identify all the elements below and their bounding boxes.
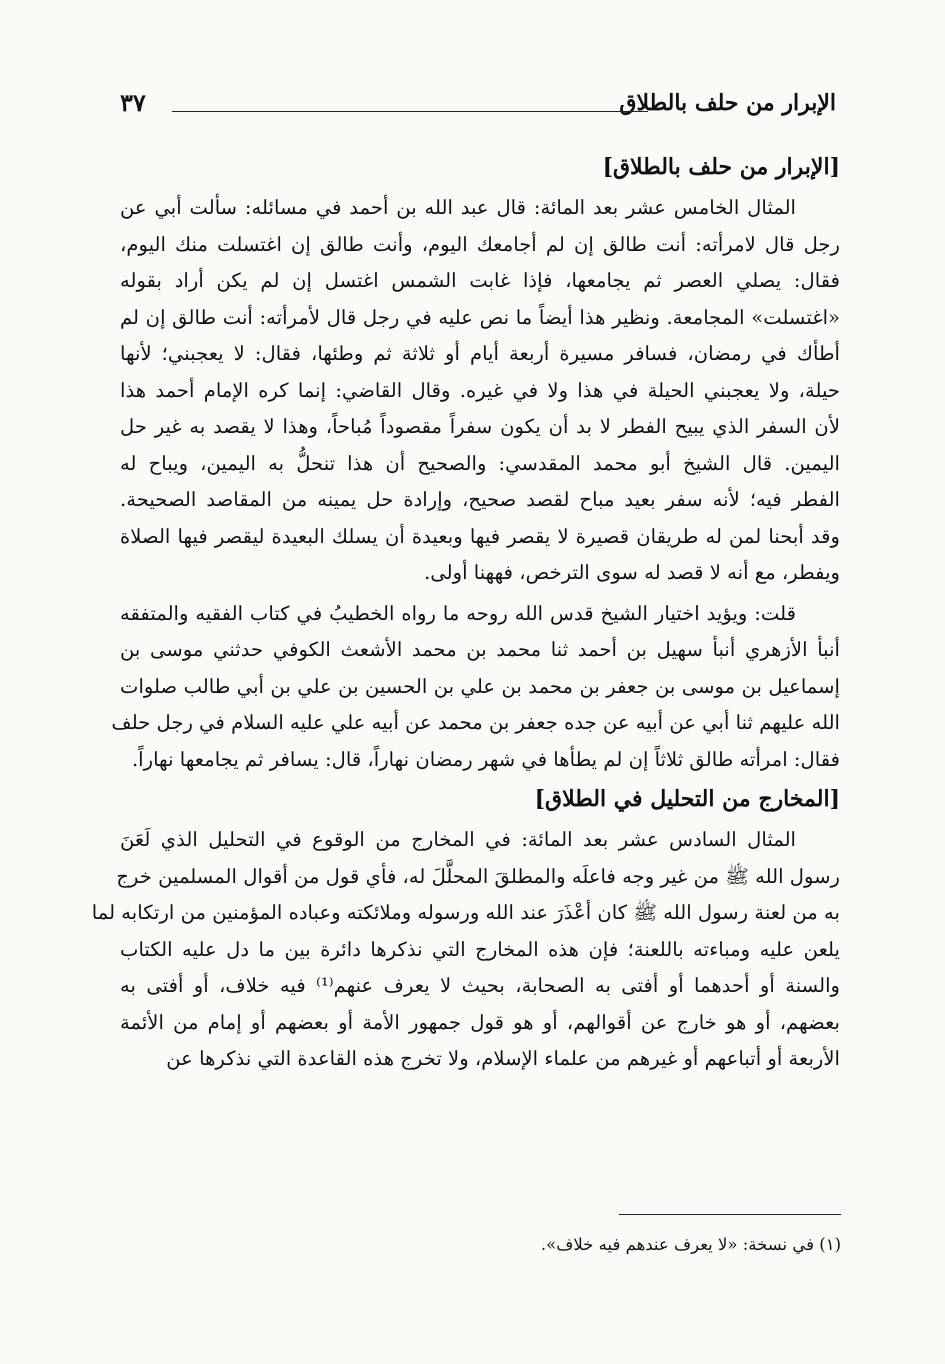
header-rule bbox=[172, 111, 648, 112]
text-line: وقد أبحنا لمن له طريقان قصيرة لا يقصر فيها وبعيدة أن يسلك البعيدة ليقصر فيها الصلاة bbox=[120, 524, 840, 548]
text-line: يلعن عليه ومباءته باللعنة؛ فإن هذه المخارج التي نذكرها دائرة بين ما دل عليه الكتاب bbox=[120, 937, 840, 961]
text-line: فقال: امرأته طالق ثلاثاً إن لم يطأها في شهر رمضان نهاراً، قال: يسافر ثم يجامعها نهاراً. bbox=[131, 747, 840, 771]
text-line: به من لعنة رسول الله ﷺ كان أعْذَرَ عند الله ورسوله وملائكته وعباده المؤمنين من ارتكابه لما bbox=[91, 901, 840, 924]
footnote-rule bbox=[619, 1214, 841, 1215]
text-line: «اغتسلت» المجامعة. ونظير هذا أيضاً ما نص عليه في رجل قال لأمرأته: أنت طالق إن لم bbox=[120, 305, 840, 329]
running-title: الإبرار من حلف بالطلاق bbox=[619, 90, 836, 116]
text-line: فقال: يصلي العصر ثم يجامعها، فإذا غابت الشمس اغتسل إن لم يكن أراد بقوله bbox=[120, 269, 840, 292]
footnote: (١) في نسخة: «لا يعرف عندهم فيه خلاف». bbox=[540, 1235, 841, 1254]
text-line: حيلة، ولا يعجبني الحيلة في هذا ولا في غيره. وقال القاضي: إنما كره الإمام أحمد هذا bbox=[120, 378, 840, 402]
text-line: رسول الله ﷺ من غير وجه فاعلَه والمطلقَ المحلَّلَ له، فأي قول من أقوال المسلمين خرج bbox=[116, 864, 840, 888]
text-line: والسنة أو أحدهما أو أفتى به الصحابة، بحيث لا يعرف عنهم⁽¹⁾ فيه خلاف، أو أفتى به bbox=[120, 974, 840, 997]
text-line: المثال الخامس عشر بعد المائة: قال عبد الله بن أحمد في مسائله: سألت أبي عن bbox=[120, 196, 796, 219]
text-line: ويفطر، مع أنه لا قصد له سوى الترخص، فههنا أولى. bbox=[424, 561, 840, 584]
paragraph bbox=[120, 190, 840, 592]
text-line: المثال السادس عشر بعد المائة: في المخارج من الوقوع في التحليل الذي لَعَنَ bbox=[120, 828, 796, 851]
text-line: رجل قال لامرأته: أنت طالق إن لم أجامعك اليوم، وأنت طالق إن اغتسلت منك اليوم، bbox=[120, 232, 840, 256]
text-line: إسماعيل بن موسى بن جعفر بن محمد بن علي بن الحسين بن علي بن أبي طالب صلوات bbox=[120, 674, 840, 698]
text-line: قلت: ويؤيد اختيار الشيخ قدس الله روحه ما رواه الخطيبُ في كتاب الفقيه والمتفقه bbox=[120, 601, 796, 625]
text-line: اليمين. قال الشيخ أبو محمد المقدسي: والصحيح أن هذا تنحلُّ به اليمين، ويباح له bbox=[120, 451, 840, 475]
text-line: لأن السفر الذي يبيح الفطر لا بد أن يكون سفراً مقصوداً مُباحاً، وهذا لا يقصد به غير حل bbox=[120, 415, 840, 438]
main-text bbox=[91, 146, 840, 1082]
running-header bbox=[120, 88, 836, 128]
text-line: أطأك في رمضان، فسافر مسيرة أربعة أيام أو ثلاثة ثم وطئها، فقال: لا يعجبني؛ لأنها bbox=[120, 342, 840, 365]
text-line: الفطر فيه؛ لأنه سفر بعيد مباح لقصد صحيح، وإرادة حل يمينه من المقاصد الصحيحة. bbox=[120, 488, 840, 511]
text-line: بعضهم، أو هو خارج عن أقوالهم، أو هو قول جمهور الأمة أو بعضهم أو إمام من الأئمة bbox=[120, 1010, 840, 1034]
text-line: أنبأ الأزهري أنبأ سهيل بن أحمد ثنا محمد بن محمد الأشعث الكوفي حدثني موسى بن bbox=[120, 638, 840, 661]
paragraph bbox=[111, 596, 840, 779]
text-line: الأربعة أو أتباعهم أو غيرهم من علماء الإسلام، ولا تخرج هذه القاعدة التي نذكرها عن bbox=[166, 1047, 840, 1070]
section-heading: [المخارج من التحليل في الطلاق] bbox=[534, 786, 840, 812]
page-number: ٣٧ bbox=[120, 88, 146, 117]
section-heading: [الإبرار من حلف بالطلاق] bbox=[602, 154, 840, 180]
text-line: الله عليهم ثنا أبي عن أبيه عن جده جعفر بن محمد عن أبيه علي عليه السلام في رجل حلف bbox=[111, 711, 840, 734]
paragraph bbox=[91, 822, 840, 1078]
